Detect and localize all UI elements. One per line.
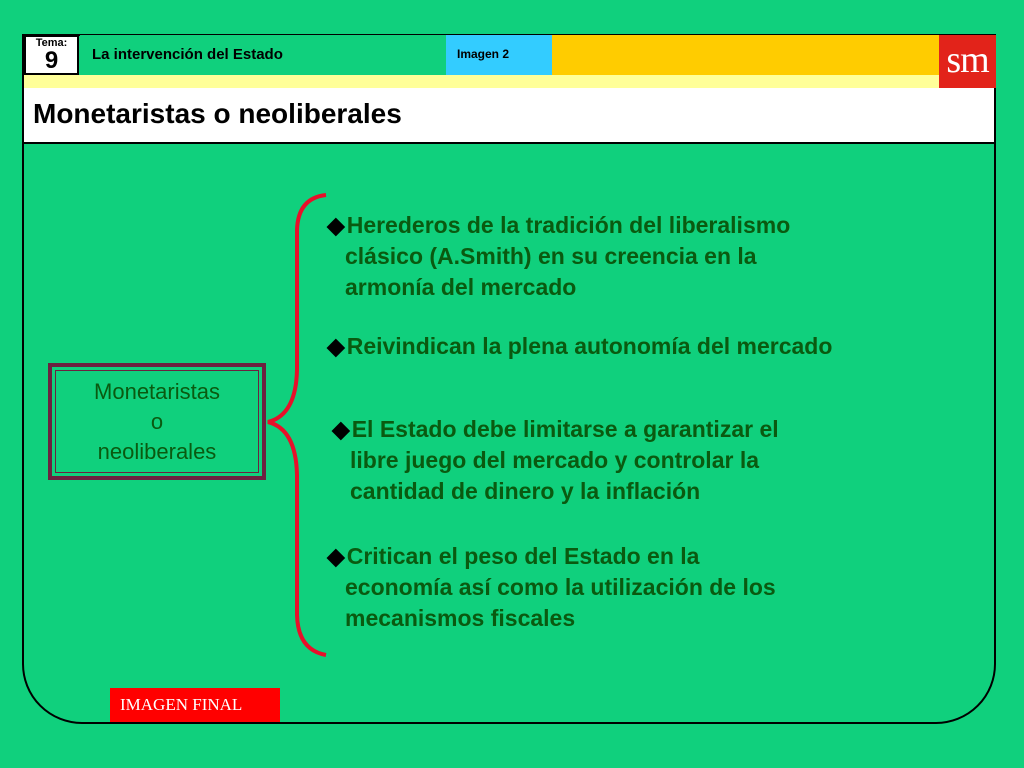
imagen-label: Imagen 2 <box>457 47 510 61</box>
curly-brace-icon <box>260 190 330 665</box>
topic-line: Monetaristas <box>94 379 220 404</box>
diamond-bullet-icon: ◆ <box>327 333 345 359</box>
header-title-band <box>80 35 446 75</box>
topic-line: o <box>150 409 164 434</box>
topic-line: neoliberales <box>97 439 217 464</box>
bullet-text: Critican el peso del Estado en la <box>346 543 700 569</box>
bullet-text: cantidad de dinero y la inflación <box>350 478 701 504</box>
page-title: Monetaristas o neoliberales <box>33 98 402 129</box>
bullet-item <box>327 331 832 362</box>
header-pale-strip <box>24 75 939 88</box>
bullet-text: armonía del mercado <box>345 274 577 300</box>
bullet-text: Reivindican la plena autonomía del mercado <box>346 333 833 359</box>
logo-text: sm <box>946 39 989 81</box>
topic-box <box>48 363 266 480</box>
tema-label: Tema: <box>35 37 68 49</box>
imagen-final-label: IMAGEN FINAL <box>120 695 243 714</box>
bullet-text: economía así como la utilización de los <box>345 574 776 600</box>
tema-number: 9 <box>44 47 59 74</box>
bullet-item <box>327 541 776 634</box>
bullet-item <box>327 210 790 303</box>
bullet-item <box>332 414 779 507</box>
diamond-bullet-icon: ◆ <box>332 416 350 442</box>
bullet-text: Herederos de la tradición del liberalismo <box>346 212 791 238</box>
bullet-text: El Estado debe limitarse a garantizar el <box>351 416 779 442</box>
topic-inner <box>55 370 259 473</box>
header-title: La intervención del Estado <box>92 46 283 63</box>
subtitle-bar <box>24 88 994 144</box>
sm-logo <box>939 35 996 88</box>
bullet-text: clásico (A.Smith) en su creencia en la <box>345 243 757 269</box>
header-yellow-band <box>552 35 939 75</box>
diamond-bullet-icon: ◆ <box>327 212 345 238</box>
imagen-label-band <box>446 35 552 75</box>
tema-badge <box>24 35 79 75</box>
diamond-bullet-icon: ◆ <box>327 543 345 569</box>
imagen-final-button[interactable] <box>110 688 280 722</box>
bullet-text: mecanismos fiscales <box>345 605 576 631</box>
bullet-text: libre juego del mercado y controlar la <box>350 447 760 473</box>
